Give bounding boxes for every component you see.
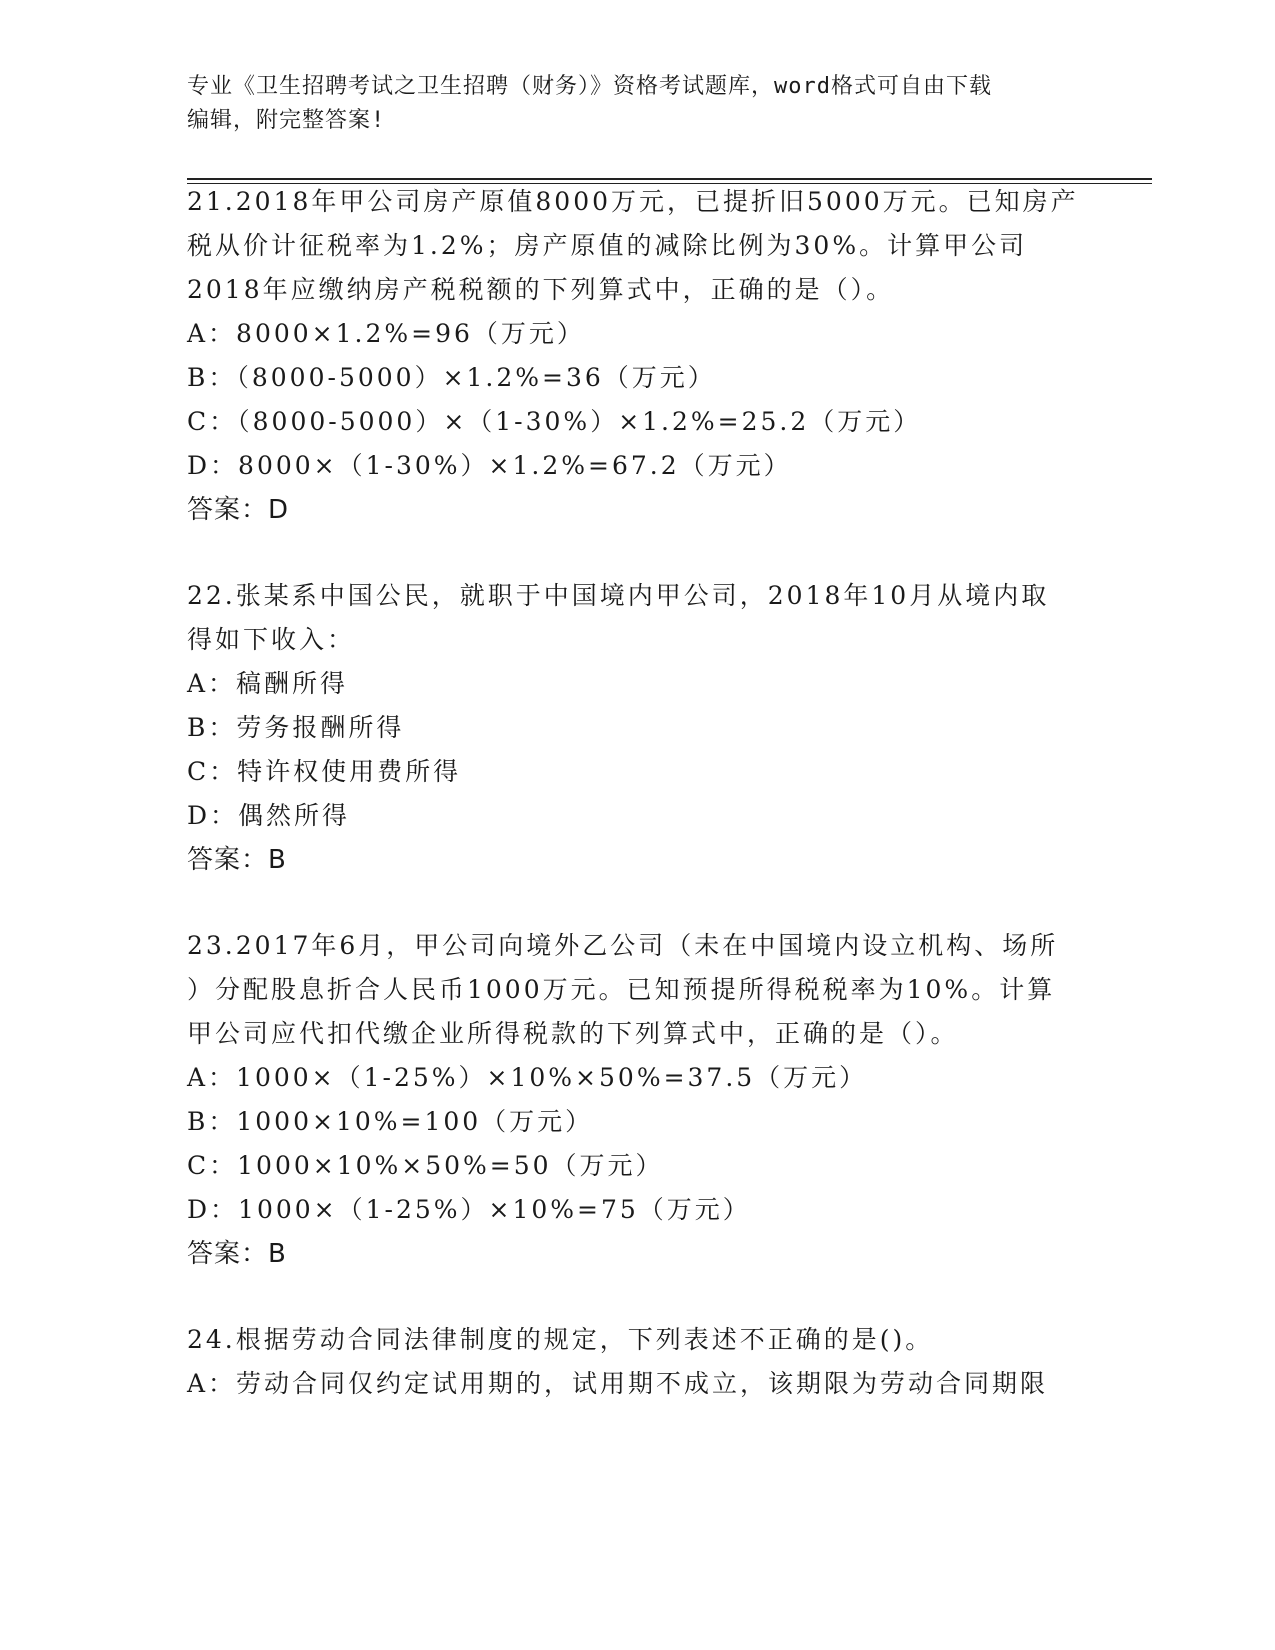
question-22-stem-line-2: 得如下收入： xyxy=(187,625,356,654)
header-line-2: 编辑，附完整答案! xyxy=(187,108,386,133)
question-22-option-a: A：稿酬所得 xyxy=(187,669,349,698)
question-21-option-c: C：（8000-5000）×（1-30%）×1.2%=25.2（万元） xyxy=(187,407,922,436)
question-21-answer: 答案：D xyxy=(187,495,290,525)
question-22-stem-line-1: 22.张某系中国公民，就职于中国境内甲公司，2018年10月从境内取 xyxy=(187,581,1050,610)
question-24-stem-line-1: 24.根据劳动合同法律制度的规定，下列表述不正确的是()。 xyxy=(187,1325,934,1354)
document-header xyxy=(187,70,1067,138)
question-21-option-d: D：8000×（1-30%）×1.2%=67.2（万元） xyxy=(187,451,792,480)
question-22-option-d: D：偶然所得 xyxy=(187,801,351,830)
question-23-option-a: A：1000×（1-25%）×10%×50%=37.5（万元） xyxy=(187,1063,868,1092)
question-21-stem-line-2: 税从价计征税率为1.2%；房产原值的减除比例为30%。计算甲公司 xyxy=(187,231,1028,260)
question-22-option-c: C：特许权使用费所得 xyxy=(187,757,462,786)
question-23-stem-line-1: 23.2017年6月，甲公司向境外乙公司（未在中国境内设立机构、场所 xyxy=(187,931,1059,960)
question-21-option-a: A：8000×1.2%=96（万元） xyxy=(187,319,585,348)
question-22-answer: 答案：B xyxy=(187,845,287,875)
question-21-stem-line-1: 21.2018年甲公司房产原值8000万元，已提折旧5000万元。已知房产 xyxy=(187,187,1079,216)
header-line-1: 专业《卫生招聘考试之卫生招聘（财务）》资格考试题库，word格式可自由下载 xyxy=(187,74,992,99)
question-23-option-d: D：1000×（1-25%）×10%=75（万元） xyxy=(187,1195,751,1224)
question-22-option-b: B：劳务报酬所得 xyxy=(187,713,405,742)
header-divider-thin xyxy=(187,183,1152,184)
question-23-stem-line-2: ）分配股息折合人民币1000万元。已知预提所得税税率为10%。计算 xyxy=(187,975,1056,1004)
question-24-option-a: A：劳动合同仅约定试用期的，试用期不成立，该期限为劳动合同期限 xyxy=(187,1369,1049,1398)
question-21-stem-line-3: 2018年应缴纳房产税税额的下列算式中，正确的是（）。 xyxy=(187,275,895,304)
question-23-stem-line-3: 甲公司应代扣代缴企业所得税款的下列算式中，正确的是（）。 xyxy=(187,1019,959,1048)
question-23-option-b: B：1000×10%=100（万元） xyxy=(187,1107,594,1136)
question-21-option-b: B：（8000-5000）×1.2%=36（万元） xyxy=(187,363,716,392)
question-23-option-c: C：1000×10%×50%=50（万元） xyxy=(187,1151,664,1180)
question-23-answer: 答案：B xyxy=(187,1239,287,1269)
header-divider-thick xyxy=(187,178,1152,180)
